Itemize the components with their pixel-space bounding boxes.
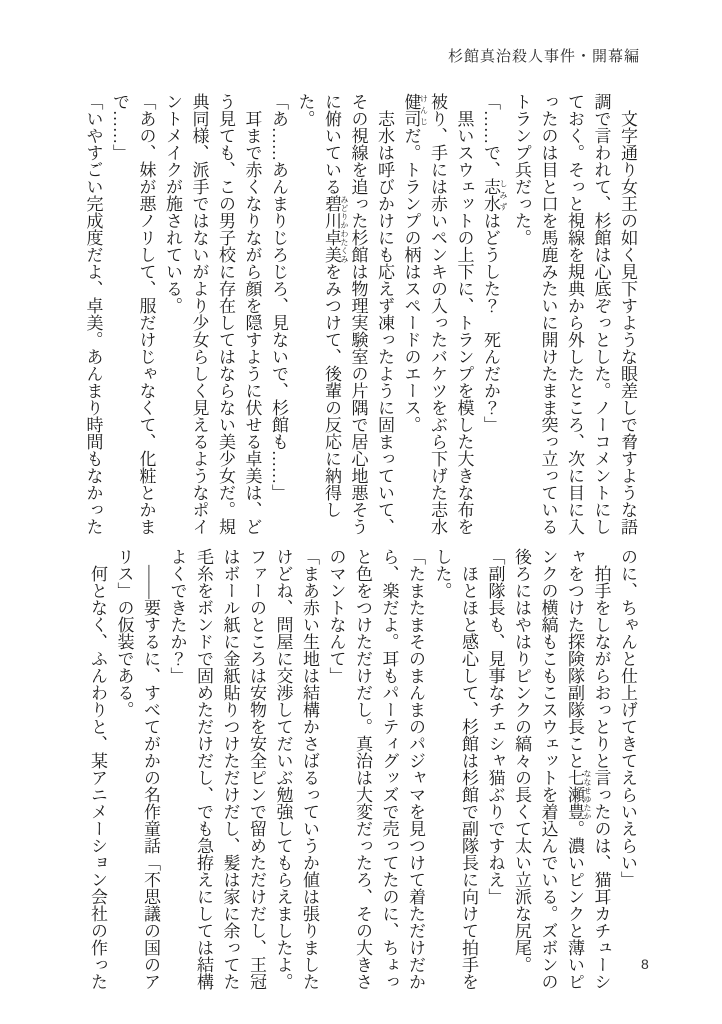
ruby-annotation: 碧川卓美 みどりかわたくみ (322, 195, 349, 263)
paragraph: 「あの、妹が悪ノリして、服だけじゃなくて、化粧とかまで……」 (110, 93, 156, 535)
paragraph: 「いやすごい完成度だよ、卓美。あんまり時間もなかった (84, 93, 103, 535)
paragraph: 「副隊長も、見事なチェシャ猫ぶりですねえ」 (485, 548, 505, 905)
paragraph: 耳まで赤くなりながら顔を隠すように伏せる卓美は、どう見ても、この男子校に存在してはならない美少女だ。規典同様、派手ではないがより少女らしく見えるようなポイントメイクが施されている。 (163, 93, 262, 535)
paragraph: 「……で、志水 しみずはどうした？ 死んだか？」 (481, 93, 508, 433)
text-band-top (84, 93, 640, 537)
paragraph: 「たまたまそのまんまのパジャマを見つけて着ただけだから、楽だよ。耳もパーティグッズで売ってたのに、ちょっと色をつけただけだし。真治は大変だったろ、その大きさのマントなんて」 (326, 548, 425, 990)
running-head-chapter-title: 杉館真治殺人事件・開幕編 (447, 48, 640, 65)
paragraph: 拍手をしながらおっとりと言ったのは、猫耳カチューシャをつけた探険隊副隊長こと七瀬豊 ななせゆたか。濃いピンクと薄いピンクの横縞もこもこスウェットを着込んでいる。ズボンの後ろにはやはりピンクの縞々の長くて太い立派な尻尾。 (512, 548, 611, 990)
ruby-annotation: 健司 けんじ (401, 93, 429, 127)
paragraph: 「まあ赤い生地は結構かさばるっていうか値は張りましたけどね、問屋に交渉してだいぶ勉強してもらえましたよ。ファーのところは安物を安全ピンで留めただけだし、王冠はボール紙に金紙貼りつけただけだし、髪は家に余ってた毛糸をボンドで固めただけだし、でも急拵えにしては結構よくできたか？」 (167, 548, 319, 990)
paragraph: 黒いスウェットの上下に、トランプを模した大きな布を被り、手には赤いペンキの入ったバケツをぶら下げた志水健司 けんじだ。トランプの柄はスペードのエース。 (401, 93, 474, 535)
paragraph: 文字通り女王の如く見下すような眼差しで脅すような語調で言われて、杉館は心底ぞっとした。ノーコメントにしておく。そっと視線を規典から外したところ、次に目に入ったのは目と口を馬鹿みたいに開けたまま突っ立っているトランプ兵だった。 (512, 93, 637, 535)
paragraph: 何となく、ふんわりと、某アニメーション会社の作った (88, 565, 107, 990)
paragraph: ――要するに、すべてがかの名作童話「不思議の国のアリス」の仮装である。 (114, 548, 160, 990)
paragraph: ほとほと感心して、杉館は杉館で副隊長に向けて拍手をした。 (432, 548, 478, 990)
page-number: 8 (641, 956, 649, 972)
paragraph: 「あ……あんまりじろじろ、見ないで、杉館も……」 (269, 93, 288, 501)
ruby-annotation: 志水 しみず (481, 178, 508, 212)
ruby-annotation: 七瀬豊 ななせゆたか (565, 769, 592, 820)
text-band-bottom (84, 548, 640, 992)
paragraph: 志水は呼びかけにも応えず凍ったように固まっていて、その視線を追った杉館は物理実験室の片隅で居心地悪そうに俯いている碧川卓美 みどりかわたくみをみつけて、後輩の反応に納得した。 (295, 93, 394, 535)
paragraph: のに、ちゃんと仕上げてきてえらいえらい」 (618, 548, 637, 888)
